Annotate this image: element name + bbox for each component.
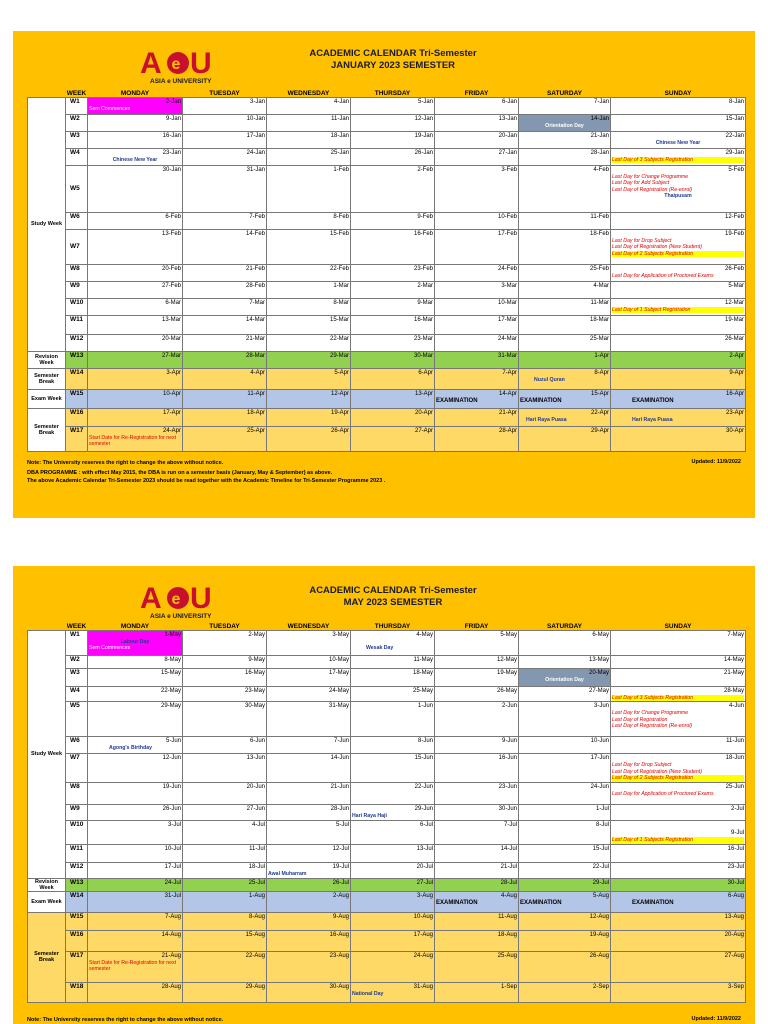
- aeu-logo: [126, 578, 246, 622]
- table-row: Exam Week W14 31-Jul 1-Aug 2-Aug 3-Aug 4-Aug EXAMINATION 5-Aug EXAMINATION 6-Aug EXAMINATION: [28, 891, 746, 912]
- table-row: Semester Break W14 3-Apr 4-Apr 5-Apr 6-Apr 7-Apr 8-Apr Nuzul Quran 9-Apr: [28, 368, 746, 389]
- header-thursday: THURSDAY: [351, 89, 435, 97]
- table-row: W17 24-Apr Start Date for Re-Registration for next semester 25-Apr 26-Apr 27-Apr 28-Apr 29-Apr 30-Apr: [28, 426, 746, 451]
- calendar-title: ACADEMIC CALENDAR Tri-Semester: [309, 48, 477, 59]
- table-row: W8 19-Jun 20-Jun 21-Jun 22-Jun 23-Jun 24-Jun 25-Jun Last Day for Application of Proctored Exams: [28, 783, 746, 805]
- table-row: W10 6-Mar 7-Mar 8-Mar 9-Mar 10-Mar 11-Mar 12-Mar Last Day of 1 Subject Registration: [28, 298, 746, 315]
- header-friday: FRIDAY: [435, 89, 519, 97]
- header-tuesday: TUESDAY: [183, 89, 267, 97]
- note-disclaimer: Note: The University reserves the right to change the above without notice.: [27, 1017, 224, 1023]
- header-saturday: SATURDAY: [519, 89, 611, 97]
- table-row: W2 9-Jan 10-Jan 11-Jan 12-Jan 13-Jan 14-Jan Orientation Day 15-Jan: [28, 114, 746, 131]
- note-dba: DBA PROGRAMME : with effect May 2015, the DBA is run on a semester basis (January, May & September) as above.: [27, 470, 333, 476]
- table-row: Study Week W1 2-Jan Sem Commences 3-Jan 4-Jan 5-Jan 6-Jan 7-Jan 8-Jan: [28, 97, 746, 114]
- table-row: W9 26-Jun 27-Jun 28-Jun 29-Jun Hari Raya Haji 30-Jun 1-Jul 2-Jul: [28, 805, 746, 821]
- calendar-title: ACADEMIC CALENDAR Tri-Semester: [309, 585, 477, 596]
- category-study-week: Study Week: [28, 97, 66, 351]
- note-disclaimer: Note: The University reserves the right to change the above without notice.: [27, 460, 224, 466]
- updated-date: Updated: 11/9/2022: [691, 1016, 741, 1022]
- calendar-may-2023: [13, 566, 755, 1024]
- svg-text:U: U: [190, 47, 212, 80]
- table-row: W3 15-May 16-May 17-May 18-May 19-May 20-May Orientation Day 21-May: [28, 668, 746, 686]
- table-row: W5 29-May 30-May 31-May 1-Jun 2-Jun 3-Jun 4-Jun Last Day for Change Programme Last Day of Registration Last Day of Registration (Re-enrol): [28, 702, 746, 737]
- svg-text:ASIA e UNIVERSITY: ASIA e UNIVERSITY: [150, 78, 212, 85]
- table-row: W12 20-Mar 21-Mar 22-Mar 23-Mar 24-Mar 25-Mar 26-Mar: [28, 334, 746, 351]
- note-timeline: The above Academic Calendar Tri-Semester 2023 should be read together with the Academic Timeline for Tri-Semester Programme 2023 .: [27, 478, 386, 484]
- aeu-logo: [126, 43, 246, 87]
- table-row: W7 13-Feb 14-Feb 15-Feb 16-Feb 17-Feb 18-Feb 19-Feb Last Day for Drop Subject Last Day of Registration (New Student) Last Day of 2 Subjects Registration: [28, 229, 746, 264]
- table-row: Revision Week W13 24-Jul 25-Jul 26-Jul 27-Jul 28-Jul 29-Jul 30-Jul: [28, 878, 746, 891]
- header-sunday: SUNDAY: [611, 622, 746, 630]
- semester-title: MAY 2023 SEMESTER: [343, 597, 443, 608]
- table-row: W6 6-Feb 7-Feb 8-Feb 9-Feb 10-Feb 11-Feb 12-Feb: [28, 212, 746, 229]
- svg-text:A: A: [140, 582, 162, 615]
- table-row: W17 21-Aug Start Date for Re-Registration for next semester 22-Aug 23-Aug 24-Aug 25-Aug 26-Aug 27-Aug: [28, 951, 746, 982]
- calendar-table: [27, 89, 746, 452]
- table-row: W16 14-Aug 15-Aug 16-Aug 17-Aug 18-Aug 19-Aug 20-Aug: [28, 930, 746, 951]
- header-wednesday: WEDNESDAY: [267, 89, 351, 97]
- header-sunday: SUNDAY: [611, 89, 746, 97]
- semester-title: JANUARY 2023 SEMESTER: [330, 60, 456, 71]
- updated-date: Updated: 11/9/2022: [691, 459, 741, 465]
- table-row: W11 10-Jul 11-Jul 12-Jul 13-Jul 14-Jul 15-Jul 16-Jul: [28, 844, 746, 862]
- header-wednesday: WEDNESDAY: [267, 622, 351, 630]
- svg-text:e: e: [171, 56, 181, 73]
- category-study-week: Study Week: [28, 630, 66, 878]
- table-row: W5 30-Jan 31-Jan 1-Feb 2-Feb 3-Feb 4-Feb 5-Feb Last Day for Change Programme Last Day for Add Subject Last Day of Registration (Re-enrol) Thaipusam: [28, 165, 746, 212]
- svg-text:ASIA e UNIVERSITY: ASIA e UNIVERSITY: [150, 613, 212, 620]
- svg-text:U: U: [190, 582, 212, 615]
- header-friday: FRIDAY: [435, 622, 519, 630]
- svg-text:A: A: [140, 47, 162, 80]
- table-row: Revision Week W13 27-Mar 28-Mar 29-Mar 30-Mar 31-Mar 1-Apr 2-Apr: [28, 351, 746, 368]
- table-row: W18 28-Aug 29-Aug 30-Aug 31-Aug National Day 1-Sep 2-Sep 3-Sep: [28, 982, 746, 1002]
- table-row: W12 17-Jul 18-Jul 19-Jul Awal Muharram 20-Jul 21-Jul 22-Jul 23-Jul: [28, 862, 746, 878]
- table-row: W7 12-Jun 13-Jun 14-Jun 15-Jun 16-Jun 17-Jun 18-Jun Last Day for Drop Subject Last Day of Registration (New Student) Last Day of 2 Subjects Registration: [28, 754, 746, 783]
- table-row: Semester Break W15 7-Aug 8-Aug 9-Aug 10-Aug 11-Aug 12-Aug 13-Aug: [28, 912, 746, 930]
- table-row: W8 20-Feb 21-Feb 22-Feb 23-Feb 24-Feb 25-Feb 26-Feb Last Day for Application of Proctored Exams: [28, 264, 746, 281]
- table-row: W4 22-May 23-May 24-May 25-May 26-May 27-May 28-May Last Day of 3 Subjects Registration: [28, 686, 746, 702]
- header-saturday: SATURDAY: [519, 622, 611, 630]
- header-week: WEEK: [66, 622, 87, 630]
- header-monday: MONDAY: [88, 622, 183, 630]
- header-week: WEEK: [66, 89, 87, 97]
- table-row: W2 8-May 9-May 10-May 11-May 12-May 13-May 14-May: [28, 655, 746, 668]
- table-row: W3 16-Jan 17-Jan 18-Jan 19-Jan 20-Jan 21-Jan 22-Jan Chinese New Year: [28, 131, 746, 148]
- table-row: W6 5-Jun Agong's Birthday 6-Jun 7-Jun 8-Jun 9-Jun 10-Jun 11-Jun: [28, 737, 746, 754]
- header-thursday: THURSDAY: [351, 622, 435, 630]
- header-tuesday: TUESDAY: [183, 622, 267, 630]
- calendar-table: [27, 622, 746, 1003]
- svg-text:e: e: [171, 591, 181, 608]
- table-row: Study Week W1 1-May Labour Day Sem Commences 2-May 3-May 4-May Wesak Day 5-May 6-May 7-May: [28, 630, 746, 655]
- table-row: W9 27-Feb 28-Feb 1-Mar 2-Mar 3-Mar 4-Mar 5-Mar: [28, 281, 746, 298]
- table-row: Semester Break W16 17-Apr 18-Apr 19-Apr 20-Apr 21-Apr 22-Apr Hari Raya Puasa 23-Apr Hari Raya Puasa: [28, 408, 746, 426]
- calendar-january-2023: [13, 31, 755, 518]
- table-row: W10 3-Jul 4-Jul 5-Jul 6-Jul 7-Jul 8-Jul 9-Jul Last Day of 1 Subjects Registration: [28, 820, 746, 844]
- table-row: W11 13-Mar 14-Mar 15-Mar 16-Mar 17-Mar 18-Mar 19-Mar: [28, 315, 746, 334]
- table-row: W4 23-Jan Chinese New Year 24-Jan 25-Jan 26-Jan 27-Jan 28-Jan 29-Jan Last Day of 3 Subjects Registration: [28, 148, 746, 165]
- table-row: Exam Week W15 10-Apr 11-Apr 12-Apr 13-Apr 14-Apr EXAMINATION 15-Apr EXAMINATION 16-Apr EXAMINATION: [28, 389, 746, 408]
- header-monday: MONDAY: [88, 89, 183, 97]
